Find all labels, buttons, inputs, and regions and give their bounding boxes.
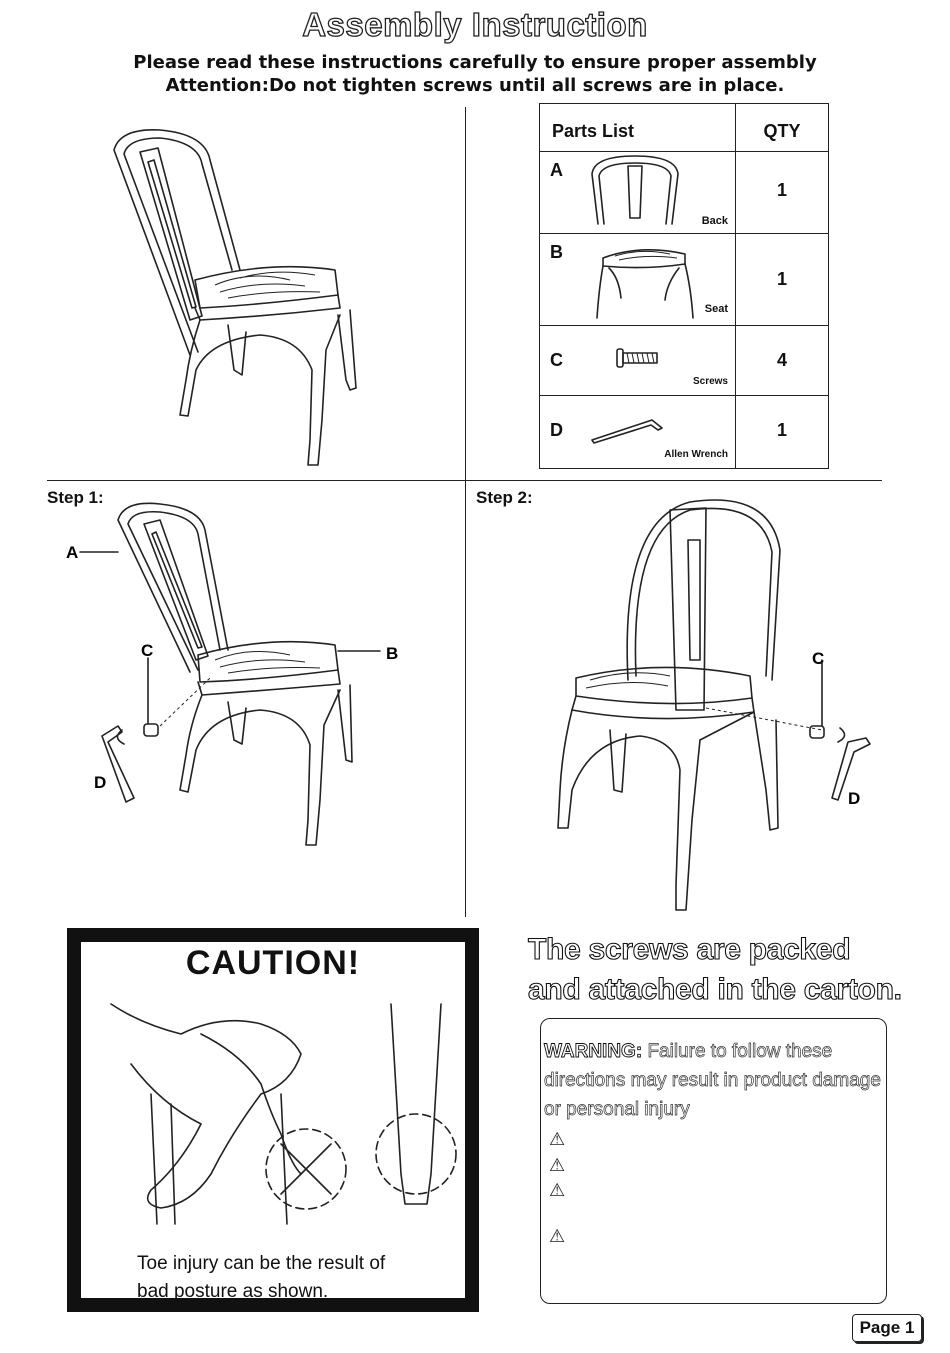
part-qty: 1 xyxy=(776,420,787,440)
part-name: Seat xyxy=(704,303,728,315)
toe-injury-illustration xyxy=(101,994,461,1254)
warning-triangle-icon: ⚠ xyxy=(549,1155,566,1175)
part-letter: B xyxy=(550,242,563,262)
qty-header: QTY xyxy=(763,121,801,141)
callout-c: C xyxy=(141,641,154,660)
part-name: Back xyxy=(701,215,728,227)
caution-text: Toe injury can be the result of bad posture as shown. xyxy=(137,1253,386,1302)
part-qty: 1 xyxy=(776,180,787,200)
callout-b: B xyxy=(386,644,399,663)
step-2-illustration xyxy=(540,490,900,920)
parts-row-c xyxy=(540,326,828,396)
callout-d: D xyxy=(848,789,861,808)
warning-triangle-icon: ⚠ xyxy=(549,1180,566,1200)
part-letter: D xyxy=(550,420,563,440)
part-letter: C xyxy=(550,350,563,370)
parts-list-table xyxy=(539,103,829,469)
parts-row-d xyxy=(540,396,828,468)
callout-a: A xyxy=(66,543,79,562)
part-qty: 1 xyxy=(776,269,787,289)
caution-title: CAUTION! xyxy=(185,944,361,982)
parts-row-b xyxy=(540,234,828,326)
step-1-illustration xyxy=(60,500,420,860)
chair-back-icon xyxy=(580,154,700,230)
step-1-label: Step 1: xyxy=(47,488,104,507)
allen-wrench-icon xyxy=(588,414,668,444)
warning-triangle-icon: ⚠ xyxy=(549,1226,566,1246)
page-number: Page 1 xyxy=(852,1314,922,1342)
chair-seat-icon xyxy=(585,238,705,324)
caution-panel xyxy=(67,928,479,1312)
instruction-line-2: Attention:Do not tighten screws until all screws are in place. xyxy=(165,75,785,96)
page-title: Assembly Instruction xyxy=(302,6,648,43)
parts-table-header xyxy=(540,104,828,152)
callout-c: C xyxy=(812,649,825,668)
parts-list-header: Parts List xyxy=(552,121,635,141)
assembled-chair-illustration xyxy=(100,120,380,480)
part-name: Screws xyxy=(692,376,728,387)
part-name: Allen Wrench xyxy=(664,449,728,460)
warning-triangle-icon: ⚠ xyxy=(549,1129,566,1149)
warning-label: WARNING: xyxy=(544,1041,643,1062)
screws-packed-note: The screws are packed and attached in the carton. xyxy=(528,933,902,1006)
parts-row-a xyxy=(540,152,828,234)
callout-d: D xyxy=(94,773,107,792)
horizontal-divider xyxy=(47,480,882,481)
instruction-line-1: Please read these instructions carefully to ensure proper assembly xyxy=(133,52,817,73)
part-qty: 4 xyxy=(776,350,787,370)
warning-box xyxy=(540,1018,887,1304)
vertical-divider xyxy=(465,107,466,917)
part-letter: A xyxy=(550,160,563,180)
warning-text: WARNING: Failure to follow these directions may result in product damage or personal injury xyxy=(544,1041,881,1120)
step-2-label: Step 2: xyxy=(476,488,533,507)
screw-icon xyxy=(615,346,665,370)
